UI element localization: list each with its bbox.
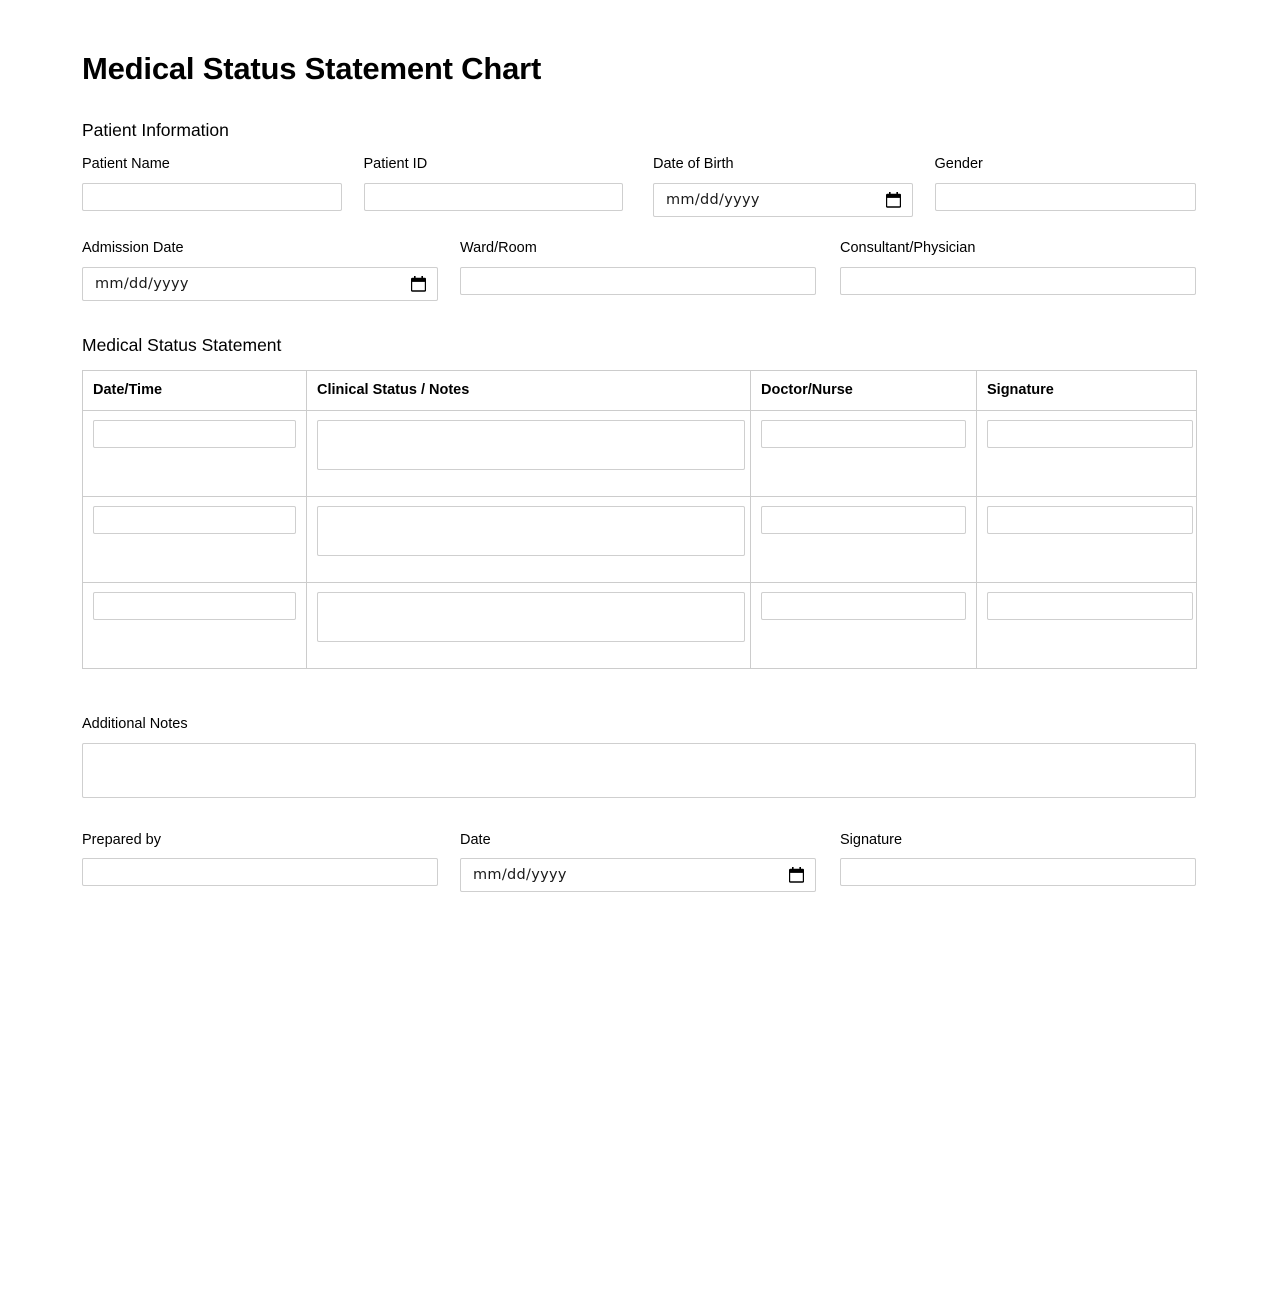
table-row <box>83 410 1197 496</box>
table-header <box>83 370 1197 410</box>
medical-status-statement-heading: Medical Status Statement <box>82 334 282 355</box>
table-header-row <box>83 370 1197 410</box>
column-header-signature: Signature <box>977 370 1197 410</box>
row-clinical-status-textarea[interactable] <box>317 420 745 470</box>
label-gender: Gender <box>934 156 983 173</box>
cell-signature <box>977 582 1197 668</box>
row-doctor-nurse-input[interactable] <box>761 592 966 620</box>
gender-input[interactable] <box>935 183 1196 211</box>
table-body <box>83 410 1197 668</box>
date-of-birth-input[interactable] <box>653 183 913 217</box>
row-signature-input[interactable] <box>987 592 1193 620</box>
row-clinical-status-textarea[interactable] <box>317 592 745 642</box>
label-ward-room: Ward/Room <box>460 239 537 256</box>
page-title: Medical Status Statement Chart <box>82 51 542 86</box>
label-patient-id: Patient ID <box>363 156 428 173</box>
medical-status-table <box>82 370 1197 669</box>
patient-info-row-1 <box>82 155 1196 217</box>
row-datetime-input[interactable] <box>93 592 296 620</box>
patient-information-heading: Patient Information <box>82 120 229 141</box>
field-footer-date <box>460 831 816 893</box>
field-prepared-by <box>82 831 438 887</box>
label-patient-name: Patient Name <box>82 156 170 173</box>
admission-date-placeholder: mm/dd/yyyy <box>95 275 189 292</box>
cell-clinical-status <box>307 410 751 496</box>
table-row <box>83 496 1197 582</box>
cell-datetime <box>83 496 307 582</box>
row-signature-input[interactable] <box>987 506 1193 534</box>
row-doctor-nurse-input[interactable] <box>761 420 966 448</box>
cell-doctor-nurse <box>751 582 977 668</box>
label-prepared-by: Prepared by <box>82 831 161 848</box>
field-consultant-physician <box>840 239 1196 295</box>
field-patient-id <box>364 155 624 211</box>
cell-signature <box>977 410 1197 496</box>
calendar-icon[interactable] <box>789 867 804 883</box>
field-admission-date <box>82 239 438 301</box>
field-gender <box>935 155 1196 211</box>
label-date-of-birth: Date of Birth <box>653 156 734 173</box>
calendar-icon[interactable] <box>886 192 901 208</box>
row-signature-input[interactable] <box>987 420 1193 448</box>
row-doctor-nurse-input[interactable] <box>761 506 966 534</box>
calendar-icon[interactable] <box>411 276 426 292</box>
table-row <box>83 582 1197 668</box>
row-datetime-input[interactable] <box>93 420 296 448</box>
label-footer-signature: Signature <box>840 831 903 848</box>
cell-datetime <box>83 410 307 496</box>
cell-signature <box>977 496 1197 582</box>
ward-room-input[interactable] <box>460 267 816 295</box>
consultant-physician-input[interactable] <box>840 267 1196 295</box>
patient-info-row-2 <box>82 239 1196 301</box>
footer-date-placeholder: mm/dd/yyyy <box>473 867 567 884</box>
additional-notes-textarea[interactable] <box>82 743 1196 798</box>
footer-signature-row <box>82 831 1196 893</box>
footer-signature-input[interactable] <box>840 858 1196 886</box>
field-date-of-birth <box>653 155 913 217</box>
column-header-datetime: Date/Time <box>83 370 307 410</box>
label-consultant-physician: Consultant/Physician <box>840 239 976 256</box>
admission-date-input[interactable] <box>82 267 438 301</box>
column-header-doctor-nurse: Doctor/Nurse <box>751 370 977 410</box>
cell-clinical-status <box>307 496 751 582</box>
footer-date-input[interactable] <box>460 858 816 892</box>
cell-clinical-status <box>307 582 751 668</box>
field-ward-room <box>460 239 816 295</box>
label-admission-date: Admission Date <box>82 239 184 256</box>
field-footer-signature <box>840 831 1196 887</box>
row-clinical-status-textarea[interactable] <box>317 506 745 556</box>
cell-datetime <box>83 582 307 668</box>
additional-notes-section <box>82 715 1196 798</box>
medical-status-statement-section <box>82 335 1196 669</box>
label-footer-date: Date <box>460 831 491 848</box>
field-patient-name <box>82 155 342 211</box>
prepared-by-input[interactable] <box>82 858 438 886</box>
patient-information-section <box>82 120 1196 301</box>
row-datetime-input[interactable] <box>93 506 296 534</box>
patient-name-input[interactable] <box>82 183 342 211</box>
column-header-clinical-status: Clinical Status / Notes <box>307 370 751 410</box>
patient-id-input[interactable] <box>364 183 624 211</box>
label-additional-notes: Additional Notes <box>82 715 188 732</box>
cell-doctor-nurse <box>751 496 977 582</box>
date-of-birth-placeholder: mm/dd/yyyy <box>666 191 760 208</box>
cell-doctor-nurse <box>751 410 977 496</box>
